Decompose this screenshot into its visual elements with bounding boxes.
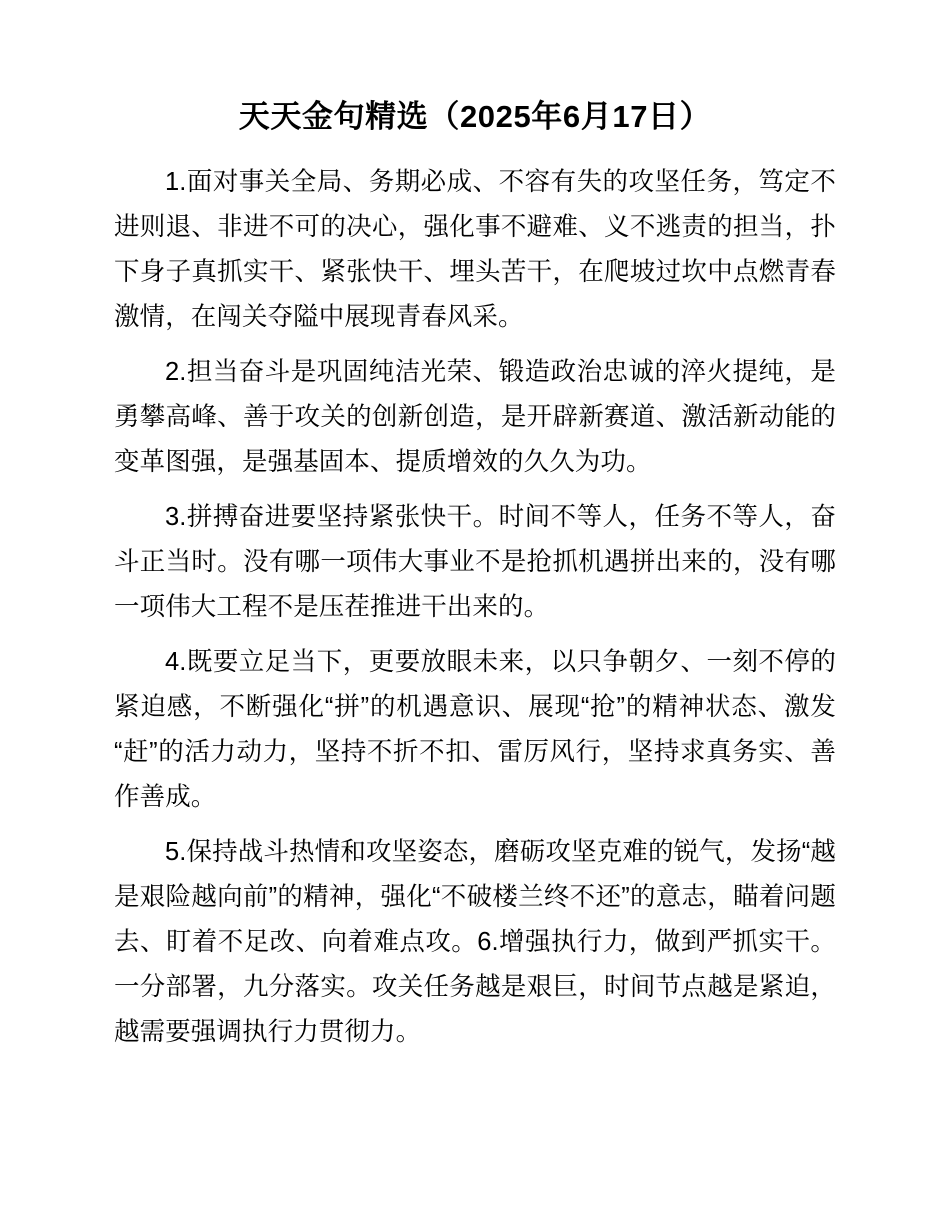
paragraph-3: 3.拼搏奋进要坚持紧张快干。时间不等人，任务不等人，奋斗正当时。没有哪一项伟大事业不是抢抓机遇拼出来的，没有哪一项伟大工程不是压茬推进干出来的。 [114, 502, 836, 621]
paragraph-5: 5.保持战斗热情和攻坚姿态，磨砺攻坚克难的锐气，发扬“越是艰险越向前”的精神，强化“不破楼兰终不还”的意志，瞄着问题去、盯着不足改、向着难点攻。6.增强执行力，做到严抓实干。一分部署，九分落实。攻关任务越是艰巨，时间节点越是紧迫，越需要强调执行力贯彻力。 [114, 837, 836, 1046]
paragraph-1: 1.面对事关全局、务期必成、不容有失的攻坚任务，笃定不进则退、非进不可的决心，强化事不避难、义不逃责的担当，扑下身子真抓实干、紧张快干、埋头苦干，在爬坡过坎中点燃青春激情，在闯关夺隘中展现青春风采。 [114, 167, 836, 331]
paragraph-4: 4.既要立足当下，更要放眼未来，以只争朝夕、一刻不停的紧迫感，不断强化“拼”的机遇意识、展现“抢”的精神状态、激发“赶”的活力动力，坚持不折不扣、雷厉风行，坚持求真务实、善作善成。 [114, 647, 836, 811]
document-content [114, 0, 836, 1055]
paragraph-2: 2.担当奋斗是巩固纯洁光荣、锻造政治忠诚的淬火提纯，是勇攀高峰、善于攻关的创新创造，是开辟新赛道、激活新动能的变革图强，是强基固本、提质增效的久久为功。 [114, 357, 836, 476]
page-title: 天天金句精选（2025年6月17日） [238, 99, 712, 134]
